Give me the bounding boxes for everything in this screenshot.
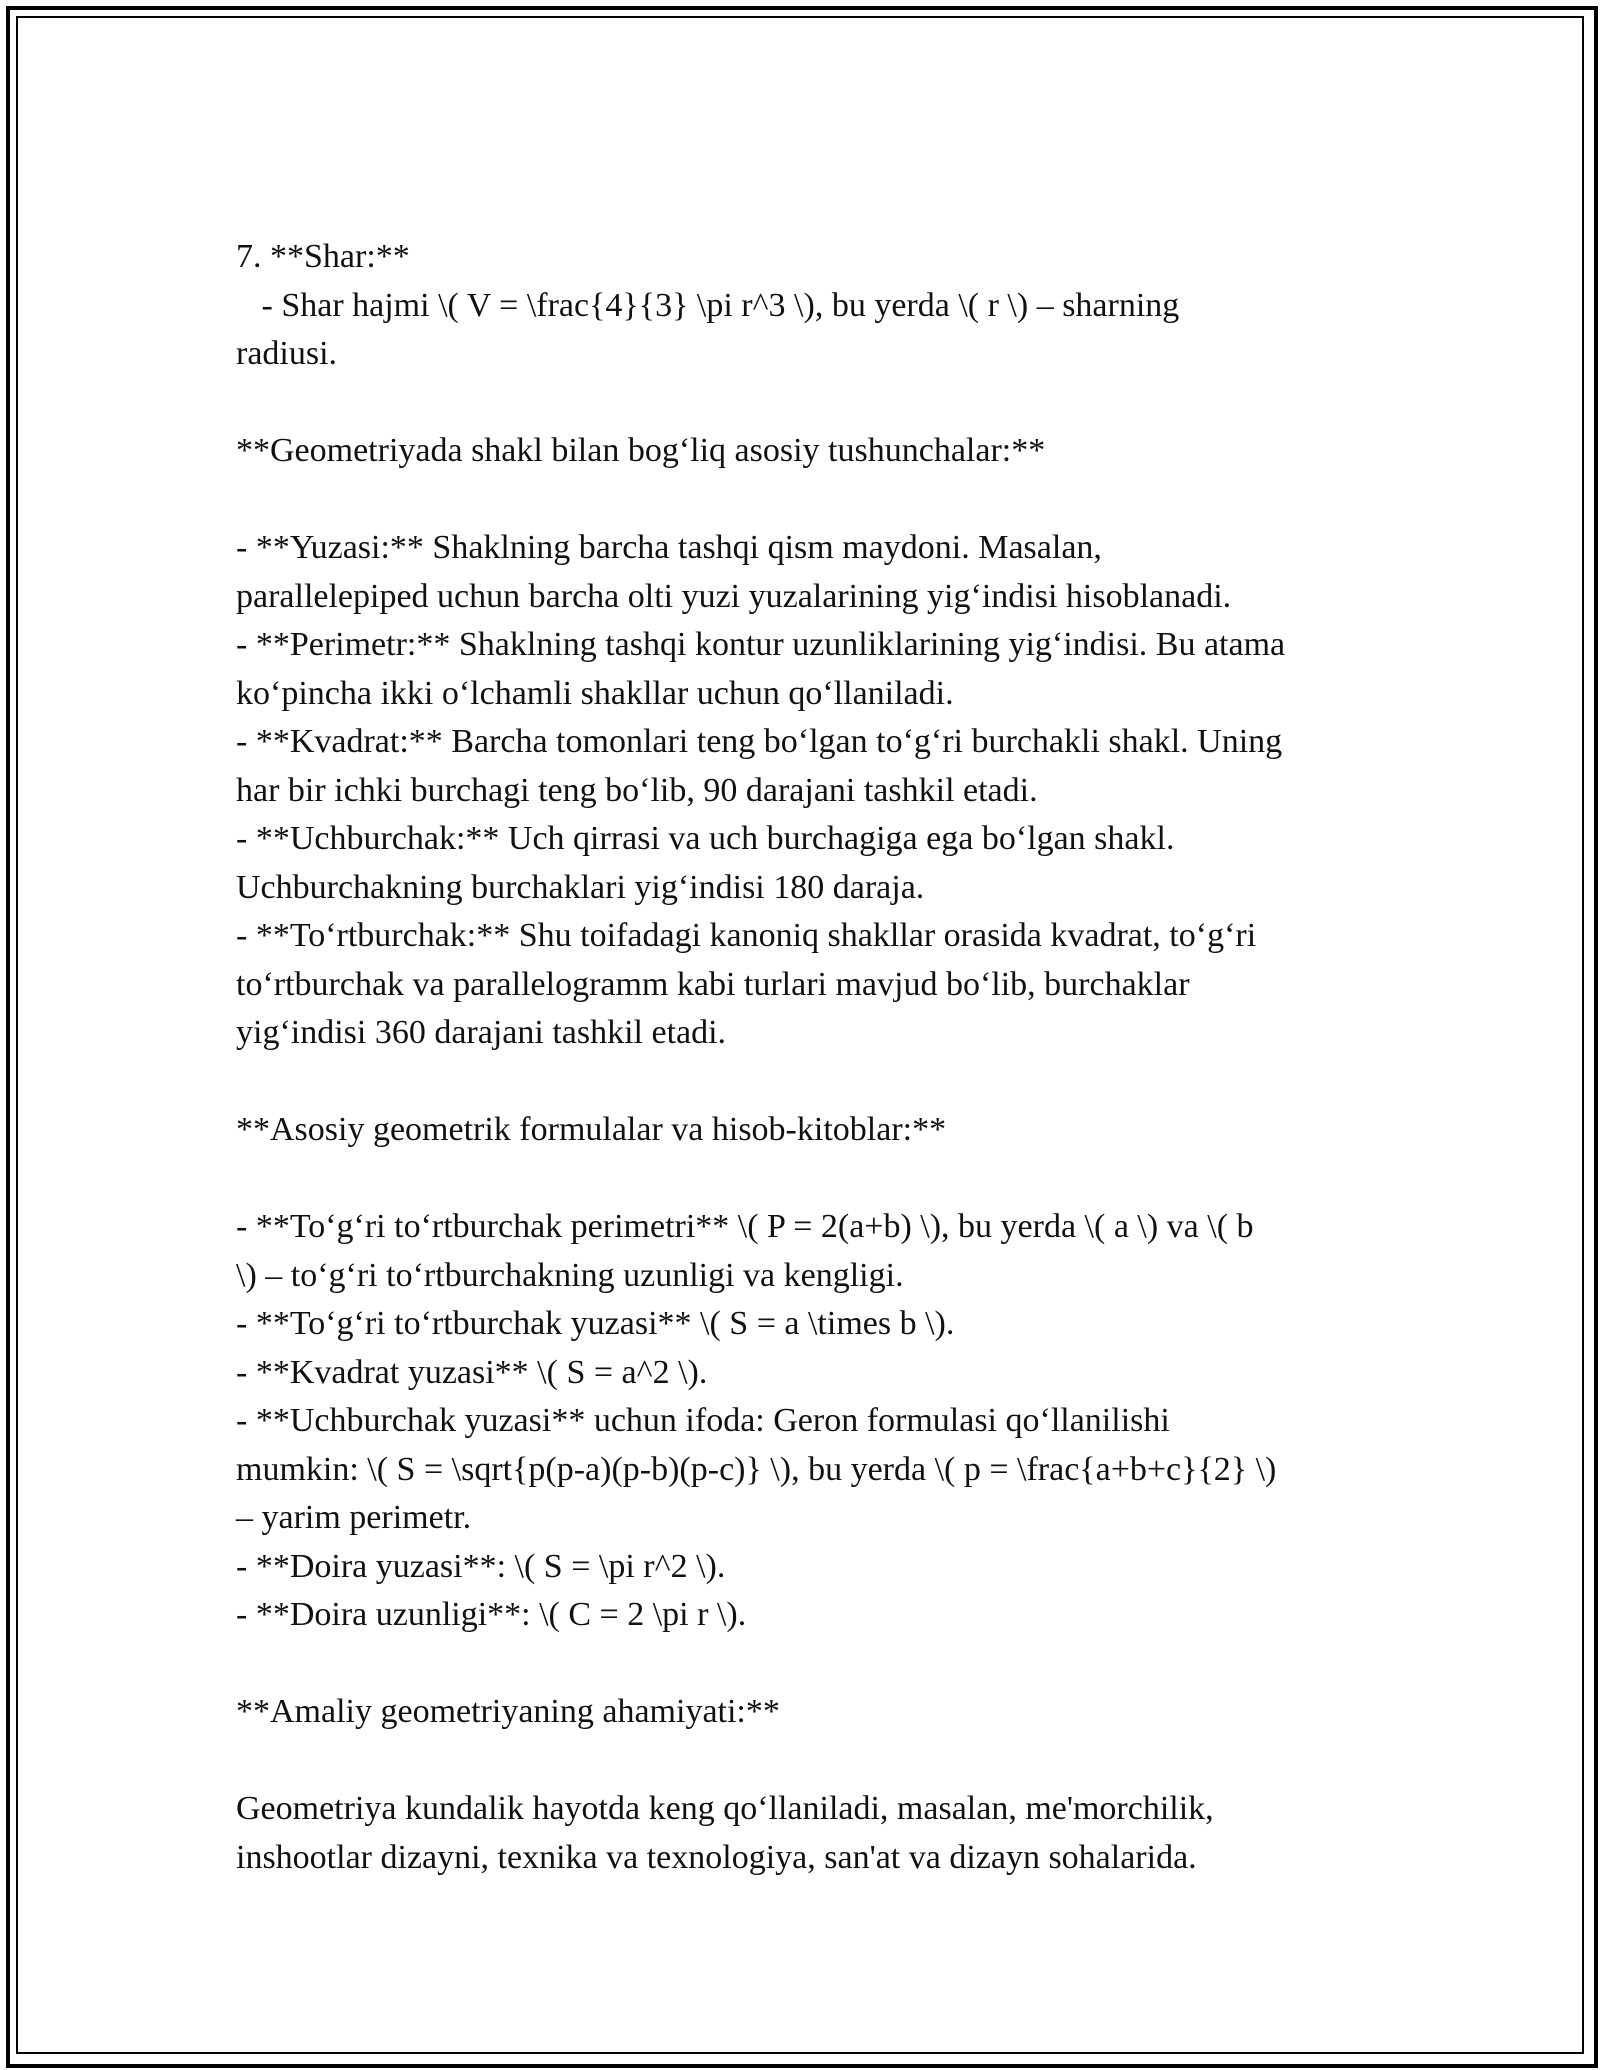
text-line: - **Uchburchak yuzasi** uchun ifoda: Geron formulasi qo‘llanilishi bbox=[236, 1402, 1170, 1439]
text-line: - **Perimetr:** Shaklning tashqi kontur uzunliklarining yig‘indisi. Bu atama bbox=[236, 626, 1286, 663]
text-line: - **To‘rtburchak:** Shu toifadagi kanoniq shakllar orasida kvadrat, to‘g‘ri bbox=[236, 917, 1257, 954]
blank-line bbox=[236, 379, 1376, 428]
text-line: 7. **Shar:** bbox=[236, 238, 410, 275]
text-line: - **Doira uzunligi**: \( C = 2 \pi r \). bbox=[236, 1596, 747, 1633]
text-line: - **Uchburchak:** Uch qirrasi va uch burchagiga ega bo‘lgan shakl. bbox=[236, 820, 1175, 857]
text-line: to‘rtburchak va parallelogramm kabi turlari mavjud bo‘lib, burchaklar bbox=[236, 965, 1190, 1003]
text-line: - **Doira yuzasi**: \( S = \pi r^2 \). bbox=[236, 1547, 726, 1585]
section-heading: **Amaliy geometriyaning ahamiyati:** bbox=[236, 1693, 780, 1730]
blank-line bbox=[236, 1640, 1376, 1689]
blank-line bbox=[236, 476, 1376, 525]
text-line: Uchburchakning burchaklari yig‘indisi 180 daraja. bbox=[236, 868, 925, 906]
text-line: ko‘pincha ikki o‘lchamli shakllar uchun qo‘llaniladi. bbox=[236, 674, 954, 712]
text-line: – yarim perimetr. bbox=[236, 1499, 472, 1536]
blank-line bbox=[236, 1737, 1376, 1786]
text-line: radiusi. bbox=[236, 335, 338, 372]
text-line: - **Kvadrat:** Barcha tomonlari teng bo‘lgan to‘g‘ri burchakli shakl. Uning bbox=[236, 723, 1283, 760]
text-line: mumkin: \( S = \sqrt{p(p-a)(p-b)(p-c)} \), bu yerda \( p = \frac{a+b+c}{2} \) bbox=[236, 1450, 1277, 1488]
text-line: - Shar hajmi \( V = \frac{4}{3} \pi r^3 \), bu yerda \( r \) – sharning bbox=[236, 286, 1180, 324]
text-line: - **Kvadrat yuzasi** \( S = a^2 \). bbox=[236, 1353, 708, 1391]
section-heading: **Asosiy geometrik formulalar va hisob-kitoblar:** bbox=[236, 1111, 947, 1148]
document-body bbox=[236, 233, 1376, 1882]
section-heading: **Geometriyada shakl bilan bog‘liq asosiy tushunchalar:** bbox=[236, 432, 1046, 469]
text-line: - **To‘g‘ri to‘rtburchak perimetri** \( P = 2(a+b) \), bu yerda \( a \) va \( b bbox=[236, 1208, 1254, 1245]
text-line: inshootlar dizayni, texnika va texnologiya, san'at va dizayn sohalarida. bbox=[236, 1838, 1197, 1876]
text-line: - **To‘g‘ri to‘rtburchak yuzasi** \( S = a \times b \). bbox=[236, 1305, 955, 1342]
text-line: \) – to‘g‘ri to‘rtburchakning uzunligi va kengligi. bbox=[236, 1256, 904, 1294]
text-line: har bir ichki burchagi teng bo‘lib, 90 darajani tashkil etadi. bbox=[236, 771, 1038, 809]
text-line: - **Yuzasi:** Shaklning barcha tashqi qism maydoni. Masalan, bbox=[236, 529, 1102, 566]
text-line: yig‘indisi 360 darajani tashkil etadi. bbox=[236, 1014, 727, 1051]
blank-line bbox=[236, 1058, 1376, 1107]
blank-line bbox=[236, 1155, 1376, 1204]
text-line: parallelepiped uchun barcha olti yuzi yuzalarining yig‘indisi hisoblanadi. bbox=[236, 577, 1232, 615]
text-line: Geometriya kundalik hayotda keng qo‘llaniladi, masalan, me'morchilik, bbox=[236, 1790, 1214, 1827]
